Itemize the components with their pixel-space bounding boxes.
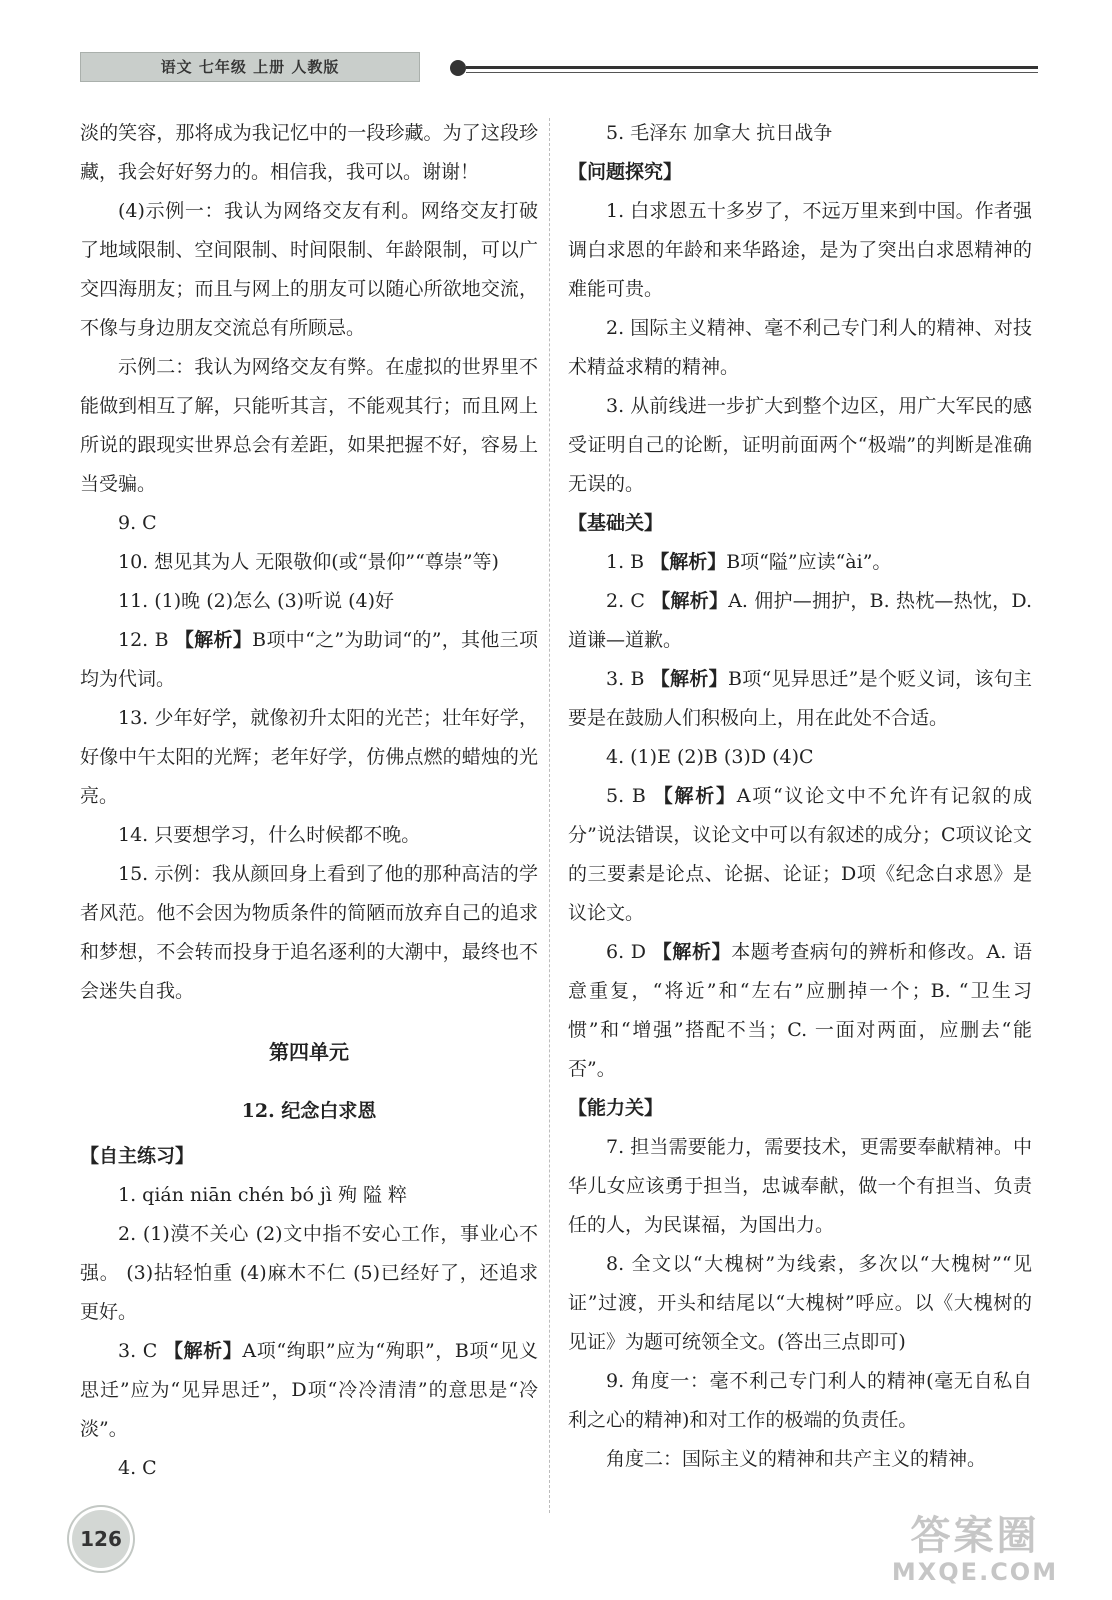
answer-item: 2. 国际主义精神、毫不利己专门利人的精神、对技术精益求精的精神。 <box>568 317 1032 378</box>
answer-item: 8. 全文以“大槐树”为线索，多次以“大槐树”“见证”过渡，开头和结尾以“大槐树”呼应。以《大槐树的见证》为题可统领全文。(答出三点即可) <box>568 1253 1032 1353</box>
analysis-text: B项中“之”为助词“的”，其他三项均为代词。 <box>80 629 538 690</box>
analysis-tag: 【解析】 <box>653 785 737 807</box>
answer-item: 1. qián niān chén bó jì 殉 隘 粹 <box>118 1184 408 1206</box>
analysis-tag: 【解析】 <box>163 1340 243 1362</box>
section-heading-practice: 【自主练习】 <box>80 1145 195 1167</box>
lesson-title: 12. 纪念白求恩 <box>241 1100 377 1122</box>
analysis-tag: 【解析】 <box>652 941 732 963</box>
answer-item <box>80 1332 538 1449</box>
answer-item <box>568 543 1032 582</box>
answer-item: 13. 少年好学，就像初升太阳的光芒；壮年好学，好像中午太阳的光辉；老年好学，仿佛点燃的蜡烛的光亮。 <box>80 707 538 807</box>
analysis-tag: 【解析】 <box>651 590 729 612</box>
answer-number: 1. B <box>606 551 645 573</box>
answer-paragraph: (4)示例一：我认为网络交友有利。网络交友打破了地域限制、空间限制、时间限制、年龄限制，可以广交四海朋友；而且与网上的朋友可以随心所欲地交流，不像与身边朋友交流总有所顾忌。 <box>80 200 538 339</box>
answer-item: 9. 角度一：毫不利己专门利人的精神(毫无自私自利之心的精神)和对工作的极端的负责任。 <box>568 1370 1032 1431</box>
answer-item: 角度二：国际主义的精神和共产主义的精神。 <box>606 1448 987 1470</box>
header-rule-thin <box>466 72 1038 73</box>
column-divider <box>549 118 550 1513</box>
answer-item: 4. (1)E (2)B (3)D (4)C <box>606 746 814 768</box>
answer-item <box>80 621 538 699</box>
unit-title: 第四单元 <box>269 1040 349 1064</box>
answer-number: 3. C <box>118 1340 158 1362</box>
answer-item <box>568 660 1032 738</box>
page-number-badge: 126 <box>72 1510 130 1568</box>
analysis-tag: 【解析】 <box>650 668 728 690</box>
left-column <box>80 114 538 1488</box>
analysis-tag: 【解析】 <box>174 629 253 651</box>
analysis-text: A项“绚职”应为“殉职”，B项“见义思迁”应为“见异思迁”，D项“冷冷清清”的意思是“冷淡”。 <box>80 1340 538 1440</box>
answer-paragraph: 淡的笑容，那将成为我记忆中的一段珍藏。为了这段珍藏，我会好好努力的。相信我，我可以。谢谢！ <box>80 122 538 183</box>
analysis-text: 本题考查病句的辨析和修改。A. 语意重复，“将近”和“左右”应删掉一个；B. “卫生习惯”和“增强”搭配不当；C. 一面对两面，应删去“能否”。 <box>568 941 1032 1080</box>
answer-item: 1. 白求恩五十多岁了，不远万里来到中国。作者强调白求恩的年龄和来华路途，是为了突出白求恩精神的难能可贵。 <box>568 200 1032 300</box>
section-heading-explore: 【问题探究】 <box>568 161 683 183</box>
answer-item: 15. 示例：我从颜回身上看到了他的那种高洁的学者风范。他不会因为物质条件的简陋而放弃自己的追求和梦想，不会转而投身于追名逐利的大潮中，最终也不会迷失自我。 <box>80 863 538 1002</box>
answer-item <box>568 777 1032 933</box>
header-bullet-dot <box>450 60 466 76</box>
analysis-text: A项“议论文中不允许有记叙的成分”说法错误，议论文中可以有叙述的成分；C项议论文的三要素是论点、论据、论证；D项《纪念白求恩》是议论文。 <box>568 785 1032 924</box>
answer-number: 5. B <box>606 785 646 807</box>
answer-item: 9. C <box>118 512 157 534</box>
answer-item: 4. C <box>118 1457 157 1479</box>
answer-paragraph: 示例二：我认为网络交友有弊。在虚拟的世界里不能做到相互了解，只能听其言，不能观其行；而且网上所说的跟现实世界总会有差距，如果把握不好，容易上当受骗。 <box>80 356 538 495</box>
section-heading-ability: 【能力关】 <box>568 1097 664 1119</box>
answer-item: 5. 毛泽东 加拿大 抗日战争 <box>606 122 833 144</box>
answer-item <box>568 933 1032 1089</box>
answer-item: 10. 想见其为人 无限敬仰(或“景仰”“尊崇”等) <box>118 551 499 573</box>
watermark-url: MXQE.COM <box>891 1558 1059 1586</box>
analysis-text: B项“隘”应读“ài”。 <box>726 551 892 573</box>
analysis-text: A. 佣护—拥护，B. 热枕—热忱，D. 道谦—道歉。 <box>568 590 1032 651</box>
answer-item: 14. 只要想学习，什么时候都不晚。 <box>118 824 421 846</box>
answer-number: 6. D <box>606 941 647 963</box>
answer-item <box>568 582 1032 660</box>
site-watermark <box>860 1514 1090 1586</box>
answer-item: 2. (1)漠不关心 (2)文中指不安心工作，事业心不强。 (3)拈轻怕重 (4)麻木不仁 (5)已经好了，还追求更好。 <box>80 1223 538 1323</box>
answer-item: 3. 从前线进一步扩大到整个边区，用广大军民的感受证明自己的论断，证明前面两个“极端”的判断是准确无误的。 <box>568 395 1032 495</box>
page-header-title: 语文 七年级 上册 人教版 <box>80 52 420 82</box>
header-rule-thick <box>466 66 1038 69</box>
right-column <box>568 114 1032 1479</box>
section-heading-basic: 【基础关】 <box>568 512 664 534</box>
watermark-logo-text: 答案圈 <box>910 1513 1040 1559</box>
answer-number: 2. C <box>606 590 645 612</box>
answer-number: 3. B <box>606 668 645 690</box>
answer-number: 12. B <box>118 629 169 651</box>
analysis-text: B项“见异思迁”是个贬义词，该句主要是在鼓励人们积极向上，用在此处不合适。 <box>568 668 1032 729</box>
answer-item: 11. (1)晚 (2)怎么 (3)听说 (4)好 <box>118 590 395 612</box>
analysis-tag: 【解析】 <box>650 551 727 573</box>
answer-item: 7. 担当需要能力，需要技术，更需要奉献精神。中华儿女应该勇于担当，忠诚奉献，做一个有担当、负责任的人，为民谋福，为国出力。 <box>568 1136 1032 1236</box>
